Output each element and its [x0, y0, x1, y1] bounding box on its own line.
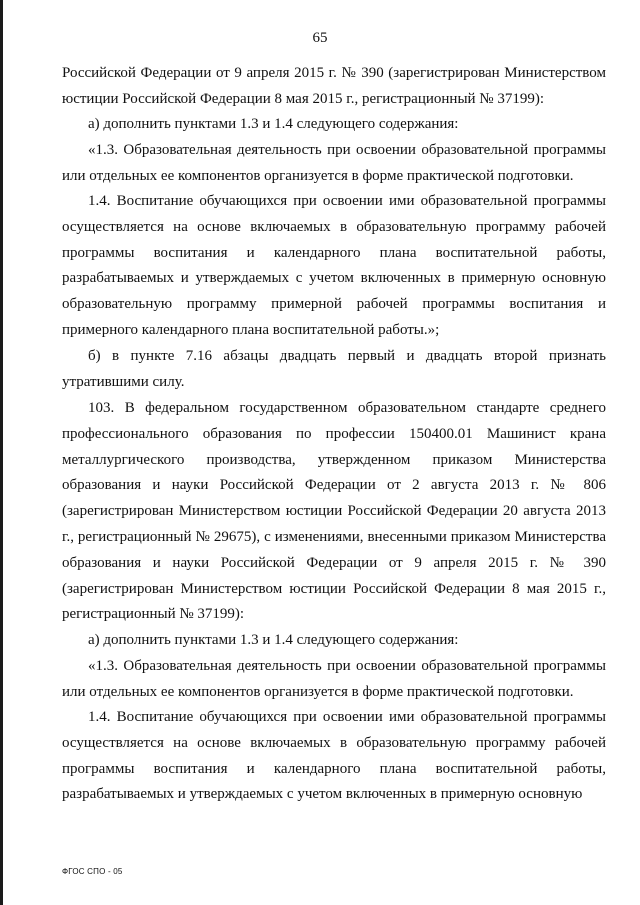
paragraph-item-b: б) в пункте 7.16 абзацы двадцать первый и двадцать второй признать утратившими силу. — [62, 348, 606, 390]
paragraph-quote-1-4-2: 1.4. Воспитание обучающихся при освоении ими образовательной программы осуществляется на основе включаемых в образовательную программу рабочей программы воспитания и календарного плана воспитательной работы, разрабатываемых и утверждаемых с учетом включенных в примерную основную — [62, 709, 606, 803]
paragraph-continuation: Российской Федерации от 9 апреля 2015 г. № 390 (зарегистрирован Министерством юстиции Российской Федерации 8 мая 2015 г., регистрационный № 37199): — [62, 65, 606, 107]
paragraph-quote-1-4: 1.4. Воспитание обучающихся при освоении ими образовательной программы осуществляется на основе включаемых в образовательную программу рабочей программы воспитания и календарного плана воспитательной работы, разрабатываемых и утверждаемых с учетом включенных в примерную основную образовательную программу примерной рабочей программы воспитания и примерного календарного плана воспитательной работы.»; — [62, 193, 606, 338]
paragraph-quote-1-3-2: «1.3. Образовательная деятельность при освоении образовательной программы или отдельных ее компонентов организуется в форме практической подготовки. — [62, 658, 606, 700]
paragraph-item-a: а) дополнить пунктами 1.3 и 1.4 следующего содержания: — [88, 116, 459, 132]
paragraph-quote-1-3: «1.3. Образовательная деятельность при освоении образовательной программы или отдельных ее компонентов организуется в форме практической подготовки. — [62, 142, 606, 184]
paragraph-item-a-2: а) дополнить пунктами 1.3 и 1.4 следующего содержания: — [88, 632, 459, 648]
page-number: 65 — [312, 30, 328, 46]
paragraph-item-103: 103. В федеральном государственном образовательном стандарте среднего профессионального образования по профессии 150400.01 Машинист крана металлургического производства, утвержденном приказом Министерства образования и науки Российской Федерации от 2 августа 2013 г. № 806 (зарегистрирован Министерством юстиции Российской Федерации 20 августа 2013 г., регистрационный № 29675), с изменениями, внесенными приказом Министерства образования и науки Российской Федерации от 9 апреля 2015 г. № 390 (зарегистрирован Министерством юстиции Российской Федерации 8 мая 2015 г., регистрационный № 37199): — [62, 400, 606, 623]
scan-edge — [0, 0, 3, 905]
footer-code: ФГОС СПО - 05 — [62, 867, 123, 876]
